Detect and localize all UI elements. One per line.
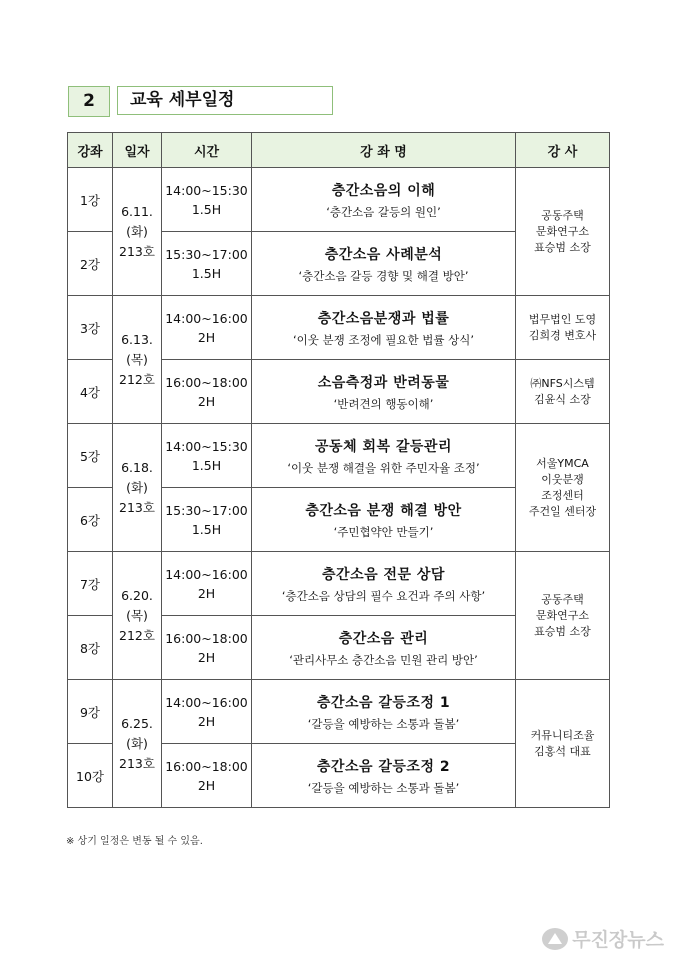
lecture-time bbox=[162, 616, 252, 680]
date-line: (화) bbox=[126, 223, 148, 239]
time-line: 16:00~18:00 bbox=[165, 374, 248, 390]
lecture-subtitle: ‘갈등을 예방하는 소통과 돌봄’ bbox=[307, 780, 460, 795]
lecturer-line: 표승범 소장 bbox=[534, 240, 591, 254]
schedule-table bbox=[67, 132, 610, 808]
lecture-title: 층간소음의 이해 bbox=[331, 182, 436, 199]
lecture-number: 5강 bbox=[68, 424, 113, 488]
time-line: 14:00~16:00 bbox=[165, 310, 248, 326]
header-lecturer: 강 사 bbox=[516, 133, 610, 168]
lecture-title: 층간소음분쟁과 법률 bbox=[317, 310, 450, 327]
watermark-text: 무진장뉴스 bbox=[572, 929, 664, 951]
table-row bbox=[68, 168, 610, 232]
time-line: 1.5H bbox=[191, 521, 222, 537]
lecture-title: 층간소음 사례분석 bbox=[324, 246, 443, 263]
table-row bbox=[68, 296, 610, 360]
lecture-name bbox=[252, 680, 516, 744]
date-line: 6.18. bbox=[121, 459, 153, 475]
lecture-subtitle: ‘층간소음 갈등의 원인’ bbox=[326, 204, 441, 219]
mountain-logo-icon bbox=[542, 928, 568, 950]
time-line: 14:00~16:00 bbox=[165, 694, 248, 710]
time-line: 2H bbox=[197, 393, 216, 409]
lecture-number: 7강 bbox=[68, 552, 113, 616]
lecture-title: 공동체 회복 갈등관리 bbox=[315, 438, 452, 455]
lecturer-line: 공동주택 bbox=[541, 592, 584, 606]
lecturer bbox=[516, 296, 610, 360]
lecture-title: 층간소음 갈등조정 1 bbox=[316, 694, 451, 711]
date-line: 213호 bbox=[119, 499, 155, 515]
date-line: 6.13. bbox=[121, 331, 153, 347]
lecturer-line: 김희경 변호사 bbox=[528, 328, 597, 342]
time-line: 1.5H bbox=[191, 201, 222, 217]
lecturer-line: 서울YMCA bbox=[536, 456, 589, 470]
lecture-name bbox=[252, 168, 516, 232]
time-line: 2H bbox=[197, 329, 216, 345]
header-date: 일자 bbox=[113, 133, 162, 168]
lecture-number: 2강 bbox=[68, 232, 113, 296]
lecture-number: 6강 bbox=[68, 488, 113, 552]
time-line: 2H bbox=[197, 713, 216, 729]
lecturer-line: 표승범 소장 bbox=[534, 624, 591, 638]
lecture-title: 층간소음 갈등조정 2 bbox=[316, 758, 451, 775]
lecture-name bbox=[252, 552, 516, 616]
lecturer-line: 주건일 센터장 bbox=[528, 504, 597, 518]
lecture-subtitle: ‘관리사무소 층간소음 민원 관리 방안’ bbox=[289, 652, 478, 667]
table-header-row bbox=[68, 133, 610, 168]
lecturer bbox=[516, 552, 610, 680]
lecture-name bbox=[252, 744, 516, 808]
lecturer bbox=[516, 680, 610, 808]
lecture-time bbox=[162, 744, 252, 808]
lecturer-line: 공동주택 bbox=[541, 208, 584, 222]
lecture-subtitle: ‘주민협약안 만들기’ bbox=[333, 524, 434, 539]
lecture-title: 층간소음 관리 bbox=[338, 630, 429, 647]
lecturer-line: 법무법인 도영 bbox=[528, 312, 597, 326]
lecture-date bbox=[113, 552, 162, 680]
time-line: 14:00~15:30 bbox=[165, 182, 248, 198]
time-line: 1.5H bbox=[191, 265, 222, 281]
lecture-name bbox=[252, 232, 516, 296]
time-line: 14:00~15:30 bbox=[165, 438, 248, 454]
header-lecture-title: 강 좌 명 bbox=[252, 133, 516, 168]
lecture-name bbox=[252, 296, 516, 360]
lecturer-line: ㈜NFS시스템 bbox=[530, 376, 595, 390]
date-line: 6.11. bbox=[121, 203, 153, 219]
lecturer-line: 문화연구소 bbox=[535, 224, 590, 238]
lecture-number: 10강 bbox=[68, 744, 113, 808]
time-line: 15:30~17:00 bbox=[165, 502, 248, 518]
lecture-subtitle: ‘반려견의 행동이해’ bbox=[333, 396, 434, 411]
date-line: 212호 bbox=[119, 371, 155, 387]
lecture-name bbox=[252, 360, 516, 424]
lecturer-line: 문화연구소 bbox=[535, 608, 590, 622]
lecture-title: 층간소음 전문 상담 bbox=[322, 566, 445, 583]
schedule-note: ※ 상기 일정은 변동 될 수 있음. bbox=[66, 836, 203, 847]
date-line: 213호 bbox=[119, 243, 155, 259]
lecture-time bbox=[162, 360, 252, 424]
lecture-time bbox=[162, 488, 252, 552]
lecture-time bbox=[162, 552, 252, 616]
date-line: (목) bbox=[126, 351, 148, 367]
lecturer-line: 김홍석 대표 bbox=[534, 744, 591, 758]
lecture-date bbox=[113, 296, 162, 424]
date-line: 212호 bbox=[119, 627, 155, 643]
lecture-number: 8강 bbox=[68, 616, 113, 680]
date-line: (화) bbox=[126, 735, 148, 751]
time-line: 16:00~18:00 bbox=[165, 758, 248, 774]
lecture-subtitle: ‘이웃 분쟁 조정에 필요한 법률 상식’ bbox=[292, 332, 475, 347]
lecture-date bbox=[113, 168, 162, 296]
lecture-subtitle: ‘이웃 분쟁 해결을 위한 주민자율 조정’ bbox=[287, 460, 480, 475]
lecturer-line: 조정센터 bbox=[541, 488, 584, 502]
header-time: 시간 bbox=[162, 133, 252, 168]
lecturer-line: 이웃분쟁 bbox=[541, 472, 584, 486]
date-line: 213호 bbox=[119, 755, 155, 771]
lecturer-line: 김윤식 소장 bbox=[534, 392, 591, 406]
lecture-date bbox=[113, 680, 162, 808]
lecture-time bbox=[162, 680, 252, 744]
lecture-time bbox=[162, 232, 252, 296]
lecture-number: 1강 bbox=[68, 168, 113, 232]
lecturer-line: 커뮤니티조율 bbox=[530, 728, 595, 742]
lecture-time bbox=[162, 424, 252, 488]
lecturer bbox=[516, 360, 610, 424]
lecture-name bbox=[252, 488, 516, 552]
watermark-logo bbox=[542, 925, 664, 952]
section-title: 교육 세부일정 bbox=[117, 86, 333, 115]
time-line: 2H bbox=[197, 585, 216, 601]
time-line: 2H bbox=[197, 777, 216, 793]
lecture-title: 소음측정과 반려동물 bbox=[317, 374, 450, 391]
table-row bbox=[68, 424, 610, 488]
lecture-subtitle: ‘층간소음 상담의 필수 요건과 주의 사항’ bbox=[281, 588, 486, 603]
section-number: 2 bbox=[68, 86, 110, 117]
time-line: 2H bbox=[197, 649, 216, 665]
lecturer bbox=[516, 168, 610, 296]
date-line: (화) bbox=[126, 479, 148, 495]
table-row bbox=[68, 552, 610, 616]
date-line: (목) bbox=[126, 607, 148, 623]
lecture-number: 4강 bbox=[68, 360, 113, 424]
lecture-subtitle: ‘층간소음 갈등 경향 및 해결 방안’ bbox=[298, 268, 469, 283]
table-row bbox=[68, 680, 610, 744]
time-line: 14:00~16:00 bbox=[165, 566, 248, 582]
lecture-number: 3강 bbox=[68, 296, 113, 360]
time-line: 1.5H bbox=[191, 457, 222, 473]
lecture-time bbox=[162, 296, 252, 360]
header-lecture-no: 강좌 bbox=[68, 133, 113, 168]
date-line: 6.20. bbox=[121, 587, 153, 603]
time-line: 15:30~17:00 bbox=[165, 246, 248, 262]
lecture-name bbox=[252, 616, 516, 680]
lecture-date bbox=[113, 424, 162, 552]
date-line: 6.25. bbox=[121, 715, 153, 731]
lecture-title: 층간소음 분쟁 해결 방안 bbox=[305, 502, 462, 519]
time-line: 16:00~18:00 bbox=[165, 630, 248, 646]
lecture-time bbox=[162, 168, 252, 232]
lecture-name bbox=[252, 424, 516, 488]
lecture-subtitle: ‘갈등을 예방하는 소통과 돌봄’ bbox=[307, 716, 460, 731]
lecture-number: 9강 bbox=[68, 680, 113, 744]
lecturer bbox=[516, 424, 610, 552]
